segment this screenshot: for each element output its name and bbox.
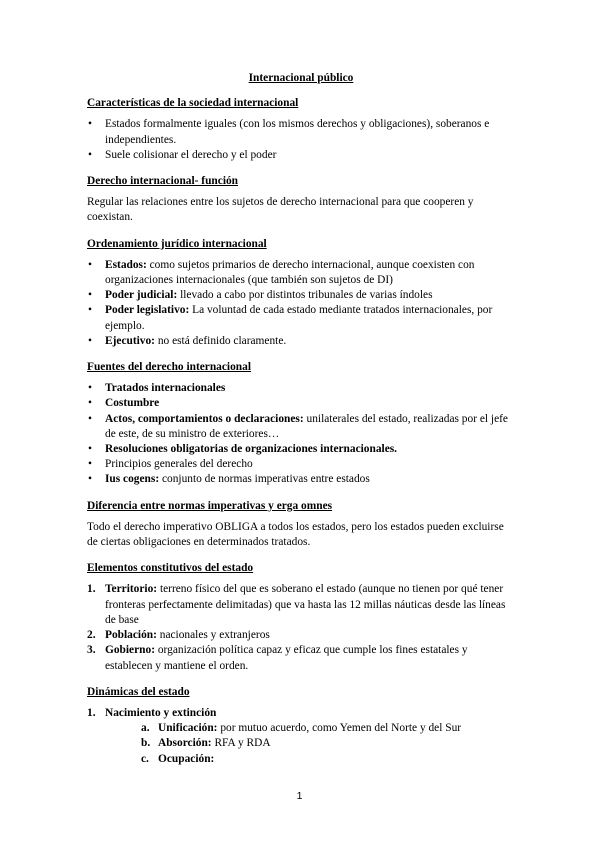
list-item <box>87 258 515 288</box>
item-text: nacionales y extranjeros <box>156 629 270 642</box>
item-text: conjunto de normas imperativas entre estados <box>159 473 370 486</box>
list-item <box>87 706 515 767</box>
item-text: RFA y RDA <box>211 737 271 750</box>
item-letter: c. <box>141 752 149 765</box>
item-term: Poder legislativo: <box>105 304 190 317</box>
list-item <box>87 628 515 643</box>
page-number: 1 <box>296 790 303 802</box>
derecho-funcion-text: Regular las relaciones entre los sujetos de derecho internacional para que cooperen y coexistan. <box>87 196 474 224</box>
fuentes-list <box>87 381 515 487</box>
section-heading-fuentes: Fuentes del derecho internacional <box>87 361 251 374</box>
caracteristicas-list <box>87 117 515 163</box>
sub-list-item <box>141 721 515 736</box>
item-term: Actos, comportamientos o declaraciones: <box>105 412 304 425</box>
list-item <box>87 472 515 487</box>
ellipsis: … <box>267 427 280 440</box>
list-item <box>87 381 515 396</box>
item-term: Nacimiento y extinción <box>105 706 217 719</box>
item-term: Tratados internacionales <box>105 382 226 395</box>
list-item <box>87 117 515 147</box>
section-heading-dinamicas: Dinámicas del estado <box>87 685 190 698</box>
item-text: no está definido claramente. <box>154 334 287 347</box>
list-item <box>87 412 515 442</box>
item-term: Unificación: <box>158 722 218 735</box>
item-term: Absorción: <box>158 737 212 750</box>
list-item <box>87 148 515 163</box>
list-item <box>87 442 515 457</box>
sub-list-item <box>141 736 515 751</box>
item-text: terreno físico del que es soberano el estado (aunque no tienen por qué tener fronteras perfectamente delimitadas) que va hasta las 12 millas náuticas desde las líneas de base <box>105 583 506 626</box>
item-number: 1. <box>87 583 96 596</box>
elementos-list <box>87 582 515 673</box>
item-text: Suele colisionar el derecho y el poder <box>105 148 277 161</box>
item-term: Poder judicial: <box>105 289 178 302</box>
document-title: Internacional público <box>248 72 354 84</box>
dinamicas-list <box>87 706 515 767</box>
list-item <box>87 582 515 628</box>
item-term: Estados: <box>105 258 147 271</box>
item-number: 1. <box>87 706 96 719</box>
item-letter: b. <box>141 737 151 750</box>
ordenamiento-list <box>87 258 515 349</box>
item-term: Resoluciones obligatorias de organizaciones internacionales. <box>105 443 398 456</box>
item-term: Costumbre <box>105 397 160 410</box>
section-heading-diferencia: Diferencia entre normas imperativas y erga omnes <box>87 499 333 512</box>
item-term: Ius cogens: <box>105 473 160 486</box>
list-item <box>87 288 515 303</box>
item-text: Principios generales del derecho <box>105 458 253 471</box>
list-item <box>87 303 515 333</box>
item-term: Territorio: <box>105 583 158 596</box>
diferencia-text: Todo el derecho imperativo OBLIGA a todos los estados, pero los estados pueden excluirse de ciertas obligaciones en determinados tratados. <box>87 520 504 549</box>
list-item <box>87 457 515 472</box>
sub-list-item <box>141 752 515 767</box>
item-term: Ejecutivo: <box>105 334 155 347</box>
section-heading-derecho-funcion: Derecho internacional- función <box>87 175 239 188</box>
list-item <box>87 334 515 349</box>
page-content <box>87 71 515 778</box>
item-text: organización política capaz y eficaz que cumple los fines estatales y establecen y mantiene el orden. <box>105 644 468 672</box>
item-term: Gobierno: <box>105 644 155 657</box>
item-text: como sujetos primarios de derecho internacional, aunque coexisten con organizaciones internacionales (que también son sujetos de DI) <box>105 258 475 287</box>
item-number: 2. <box>87 629 96 642</box>
item-text: llevado a cabo por distintos tribunales de varias índoles <box>177 289 433 302</box>
item-text: por mutuo acuerdo, como Yemen del Norte y del Sur <box>217 722 462 735</box>
item-text: unilaterales del estado, realizadas por el jefe de este, de su ministro de exteriores <box>105 412 508 440</box>
item-term: Ocupación: <box>158 752 215 765</box>
section-heading-caracteristicas: Características de la sociedad internacional <box>87 97 299 110</box>
item-text: La voluntad de cada estado mediante tratados internacionales, por ejemplo. <box>105 304 493 332</box>
item-text: Estados formalmente iguales (con los mismos derechos y obligaciones), soberanos e independientes. <box>105 118 490 146</box>
section-heading-elementos: Elementos constitutivos del estado <box>87 562 254 575</box>
item-letter: a. <box>141 722 150 735</box>
sub-list <box>105 721 515 767</box>
section-heading-ordenamiento: Ordenamiento jurídico internacional <box>87 237 267 250</box>
list-item <box>87 396 515 411</box>
item-term: Población: <box>105 629 157 642</box>
item-number: 3. <box>87 644 96 657</box>
list-item <box>87 643 515 673</box>
